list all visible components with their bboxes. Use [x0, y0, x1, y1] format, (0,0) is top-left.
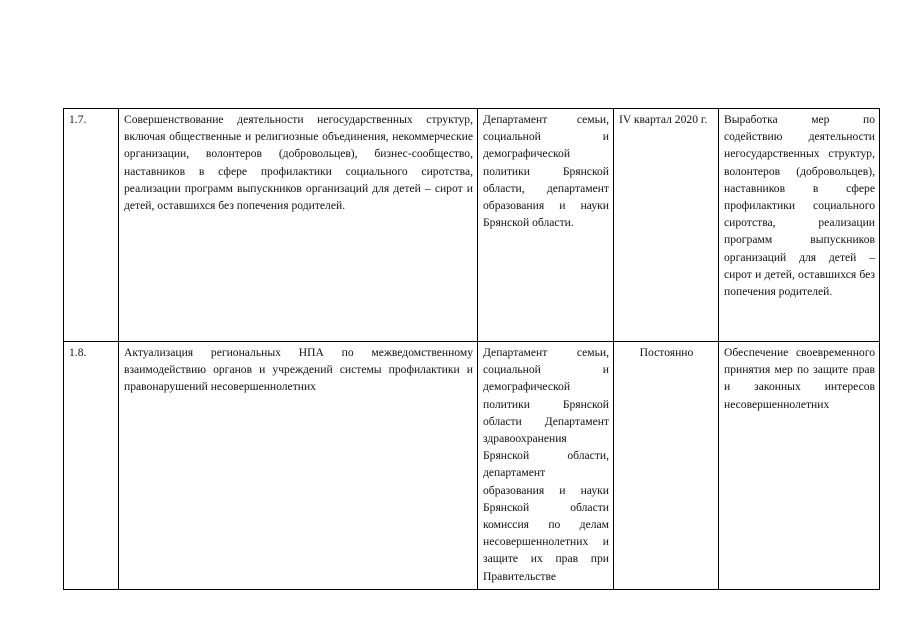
- plan-table: [63, 108, 880, 590]
- executor-cell: Департамент семьи, социальной и демографической политики Брянской области, департамент образования и науки Брянской области.: [478, 109, 614, 342]
- result-cell: Обеспечение своевременного принятия мер по защите прав и законных интересов несовершеннолетних: [719, 342, 880, 590]
- executor-cell: Департамент семьи, социальной и демографической политики Брянской области Департамент здравоохранения Брянской области, департамент образования и науки Брянской области комиссия по делам несовершеннолетних и защите их прав при Правительстве: [478, 342, 614, 590]
- term-cell: IV квартал 2020 г.: [614, 109, 719, 342]
- event-cell: Совершенствование деятельности негосударственных структур, включая общественные и религиозные объединения, некоммерческие организации, волонтеров (добровольцев), бизнес-сообщество, наставников в сфере профилактики социального сиротства, реализации программ выпускников организаций для детей – сирот и детей, оставшихся без попечения родителей.: [119, 109, 478, 342]
- row-number: 1.7.: [64, 109, 119, 342]
- term-cell: Постоянно: [614, 342, 719, 590]
- event-cell: Актуализация региональных НПА по межведомственному взаимодействию органов и учреждений системы профилактики и правонарушений несовершеннолетних: [119, 342, 478, 590]
- row-number: 1.8.: [64, 342, 119, 590]
- table-row: [64, 342, 880, 590]
- table-row: [64, 109, 880, 342]
- result-cell: Выработка мер по содействию деятельности негосударственных структур, волонтеров (добровольцев), наставников в сфере профилактики социального сиротства, реализации программ выпускников организаций для детей – сирот и детей, оставшихся без попечения родителей.: [719, 109, 880, 342]
